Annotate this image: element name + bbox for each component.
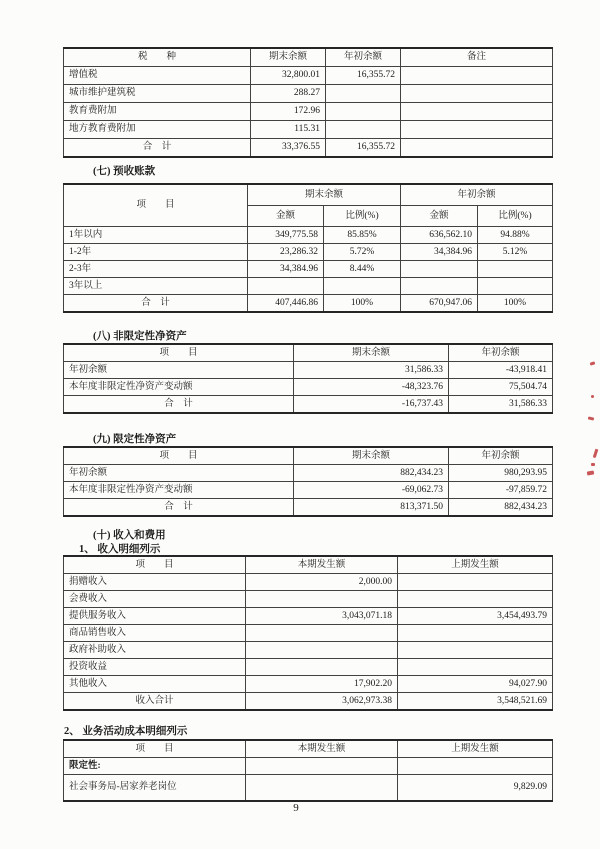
prior-amount: [398, 625, 553, 642]
header-current-period: 本期发生额: [246, 740, 398, 758]
header-closing: 期末余额: [294, 344, 449, 362]
advance-receipts-table: [63, 183, 553, 313]
closing-value: -48,323.76: [294, 379, 449, 396]
tax-opening-value: [326, 85, 401, 103]
current-amount: [246, 625, 398, 642]
total-row: [64, 396, 553, 414]
total-label: 合 计: [64, 499, 294, 517]
income-item: 投资收益: [64, 659, 246, 676]
table-row: [64, 625, 553, 642]
tax-name: 地方教育费附加: [64, 121, 251, 139]
opening-amount-total: 670,947.06: [401, 295, 478, 313]
line-item: 本年度非限定性净资产变动额: [64, 379, 294, 396]
table-row: [64, 278, 553, 295]
header-item: 项 目: [64, 556, 246, 574]
current-amount: 2,000.00: [246, 574, 398, 591]
tax-header-note: 备注: [401, 48, 553, 67]
current-amount: [246, 591, 398, 608]
header-row: [64, 740, 553, 758]
tax-closing-value: 115.31: [251, 121, 326, 139]
cost-detail-table: [63, 739, 553, 802]
opening-amount: [401, 261, 478, 278]
advance-header-opening-group: 年初余额: [401, 184, 553, 206]
tax-opening-value: [326, 121, 401, 139]
section-8-title: (八) 非限定性净资产: [93, 331, 187, 342]
tax-note: [401, 103, 553, 121]
income-detail-table: [63, 555, 553, 711]
current-total: 3,062,973.38: [246, 693, 398, 711]
advance-subheader-amount: 金额: [401, 206, 478, 227]
prior-amount: [398, 574, 553, 591]
income-detail-subtitle: 1、 收入明细列示: [79, 544, 161, 555]
tax-note: [401, 67, 553, 85]
page-number: 9: [293, 802, 299, 814]
closing-ratio: [324, 278, 401, 295]
closing-amount-total: 407,446.86: [248, 295, 324, 313]
closing-total: -16,737.43: [294, 396, 449, 414]
restricted-net-assets-table: [63, 446, 553, 517]
section-7-title: (七) 预收账款: [93, 166, 156, 177]
closing-value: 31,586.33: [294, 362, 449, 379]
table-row: [64, 574, 553, 591]
aging-bucket: 2-3年: [64, 261, 248, 278]
header-item: 项 目: [64, 740, 246, 758]
table-row: [64, 482, 553, 499]
table-row: [64, 244, 553, 261]
prior-amount: 3,454,493.79: [398, 608, 553, 625]
tax-opening-value: 16,355.72: [326, 67, 401, 85]
current-amount: [246, 758, 398, 775]
advance-header-row-1: [64, 184, 553, 206]
closing-total: 813,371.50: [294, 499, 449, 517]
total-row: [64, 499, 553, 517]
header-prior-period: 上期发生额: [398, 556, 553, 574]
tax-name: 城市维护建筑税: [64, 85, 251, 103]
opening-value: 75,504.74: [449, 379, 553, 396]
table-row: [64, 362, 553, 379]
cost-category: 限定性:: [64, 758, 246, 775]
advance-subheader-ratio: 比例(%): [478, 206, 553, 227]
current-amount: 17,902.20: [246, 676, 398, 693]
current-amount: [246, 642, 398, 659]
tax-header-row: [64, 48, 553, 67]
closing-amount: [248, 278, 324, 295]
line-item: 本年度非限定性净资产变动额: [64, 482, 294, 499]
closing-value: -69,062.73: [294, 482, 449, 499]
income-item: 会费收入: [64, 591, 246, 608]
section-10-title: (十) 收入和费用: [93, 530, 166, 541]
closing-ratio: 8.44%: [324, 261, 401, 278]
closing-ratio: 85.85%: [324, 227, 401, 244]
header-opening: 年初余额: [449, 447, 553, 465]
opening-ratio: [478, 261, 553, 278]
line-item: 年初余额: [64, 465, 294, 482]
prior-amount: 94,027.90: [398, 676, 553, 693]
advance-subheader-amount: 金额: [248, 206, 324, 227]
tax-closing-total: 33,376.55: [251, 139, 326, 158]
income-item: 商品销售收入: [64, 625, 246, 642]
tax-table: [63, 47, 553, 158]
prior-amount: [398, 659, 553, 676]
tax-closing-value: 32,800.01: [251, 67, 326, 85]
red-pen-mark: [588, 416, 594, 420]
total-label: 合 计: [64, 295, 248, 313]
opening-ratio: 94.88%: [478, 227, 553, 244]
tax-closing-value: 172.96: [251, 103, 326, 121]
table-row: [64, 676, 553, 693]
tax-header-kind: 税 种: [64, 48, 251, 67]
red-pen-mark: [590, 361, 596, 365]
table-row: [64, 608, 553, 625]
table-row: [64, 261, 553, 278]
income-item: 政府补助收入: [64, 642, 246, 659]
opening-ratio: [478, 278, 553, 295]
current-amount: [246, 775, 398, 802]
header-row: [64, 447, 553, 465]
table-row: [64, 775, 553, 802]
opening-total: 31,586.33: [449, 396, 553, 414]
table-row: [64, 659, 553, 676]
tax-note: [401, 121, 553, 139]
opening-value: 980,293.95: [449, 465, 553, 482]
table-row: [64, 591, 553, 608]
opening-amount: 34,384.96: [401, 244, 478, 261]
table-row: [64, 758, 553, 775]
cost-detail-subtitle: 2、 业务活动成本明细列示: [64, 726, 188, 737]
tax-opening-total: 16,355.72: [326, 139, 401, 158]
table-row: [64, 227, 553, 244]
table-row: [64, 465, 553, 482]
red-pen-mark: [591, 463, 595, 466]
table-row: [64, 121, 553, 139]
aging-bucket: 3年以上: [64, 278, 248, 295]
tax-header-closing: 期末余额: [251, 48, 326, 67]
tax-name: 增值税: [64, 67, 251, 85]
closing-ratio-total: 100%: [324, 295, 401, 313]
header-prior-period: 上期发生额: [398, 740, 553, 758]
advance-header-closing-group: 期末余额: [248, 184, 401, 206]
table-row: [64, 379, 553, 396]
total-label: 收入合计: [64, 693, 246, 711]
header-opening: 年初余额: [449, 344, 553, 362]
aging-bucket: 1-2年: [64, 244, 248, 261]
header-current-period: 本期发生额: [246, 556, 398, 574]
header-row: [64, 344, 553, 362]
tax-total-row: [64, 139, 553, 158]
closing-ratio: 5.72%: [324, 244, 401, 261]
opening-ratio-total: 100%: [478, 295, 553, 313]
total-label: 合 计: [64, 139, 251, 158]
cost-item: 社会事务局-居家养老岗位: [64, 775, 246, 802]
header-closing: 期末余额: [294, 447, 449, 465]
current-amount: [246, 659, 398, 676]
table-row: [64, 85, 553, 103]
tax-opening-value: [326, 103, 401, 121]
prior-total: 3,548,521.69: [398, 693, 553, 711]
opening-value: -43,918.41: [449, 362, 553, 379]
header-item: 项 目: [64, 344, 294, 362]
prior-amount: [398, 591, 553, 608]
closing-amount: 34,384.96: [248, 261, 324, 278]
prior-amount: [398, 758, 553, 775]
unrestricted-net-assets-table: [63, 343, 553, 414]
income-item: 提供服务收入: [64, 608, 246, 625]
header-item: 项 目: [64, 447, 294, 465]
prior-amount: [398, 642, 553, 659]
prior-amount: 9,829.09: [398, 775, 553, 802]
advance-subheader-ratio: 比例(%): [324, 206, 401, 227]
advance-header-item: 项 目: [64, 184, 248, 227]
red-pen-mark: [593, 449, 599, 458]
aging-bucket: 1年以内: [64, 227, 248, 244]
current-amount: 3,043,071.18: [246, 608, 398, 625]
opening-amount: 636,562.10: [401, 227, 478, 244]
tax-closing-value: 288.27: [251, 85, 326, 103]
header-row: [64, 556, 553, 574]
table-row: [64, 103, 553, 121]
opening-value: -97,859.72: [449, 482, 553, 499]
total-label: 合 计: [64, 396, 294, 414]
tax-header-opening: 年初余额: [326, 48, 401, 67]
closing-amount: 349,775.58: [248, 227, 324, 244]
income-total-row: [64, 693, 553, 711]
opening-total: 882,434.23: [449, 499, 553, 517]
tax-name: 教育费附加: [64, 103, 251, 121]
table-row: [64, 642, 553, 659]
income-item: 捐赠收入: [64, 574, 246, 591]
income-item: 其他收入: [64, 676, 246, 693]
closing-amount: 23,286.32: [248, 244, 324, 261]
opening-amount: [401, 278, 478, 295]
opening-ratio: 5.12%: [478, 244, 553, 261]
tax-note: [401, 139, 553, 158]
tax-note: [401, 85, 553, 103]
line-item: 年初余额: [64, 362, 294, 379]
red-pen-mark: [591, 395, 594, 398]
advance-total-row: [64, 295, 553, 313]
closing-value: 882,434.23: [294, 465, 449, 482]
table-row: [64, 67, 553, 85]
red-pen-mark: [587, 470, 595, 475]
section-9-title: (九) 限定性净资产: [93, 434, 177, 445]
